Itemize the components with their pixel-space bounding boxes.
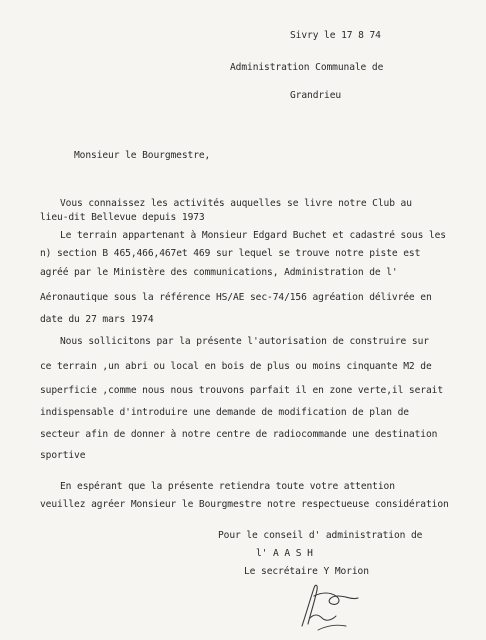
- body-line: n) section B 465,466,467et 469 sur lequel se trouve notre piste est: [40, 248, 421, 259]
- body-line: En espérant que la présente retiendra toute votre attention: [60, 481, 395, 492]
- recipient-line-2: Grandrieu: [290, 90, 342, 101]
- place-date: Sivry le 17 8 74: [290, 30, 381, 41]
- body-line: veuillez agréer Monsieur le Bourgmestre notre respectueuse considération: [40, 499, 449, 510]
- body-line: lieu-dit Bellevue depuis 1973: [40, 212, 205, 223]
- salutation: Monsieur le Bourgmestre,: [74, 150, 211, 161]
- closing-line-2: l' A A S H: [256, 548, 313, 559]
- body-line: secteur afin de donner à notre centre de radiocommande une destination: [40, 429, 438, 440]
- body-line: Vous connaissez les activités auquelles se livre notre Club au: [60, 198, 412, 209]
- body-line: sportive: [40, 450, 86, 461]
- closing-line-3: Le secrétaire Y Morion: [244, 566, 369, 577]
- body-line: Nous sollicitons par la présente l'autorisation de construire sur: [60, 336, 429, 347]
- signature-icon: [296, 574, 366, 634]
- body-line: Aéronautique sous la référence HS/AE sec-74/156 agréation délivrée en: [40, 292, 432, 303]
- body-line: ce terrain ,un abri ou local en bois de plus ou moins cinquante M2 de: [40, 361, 432, 372]
- body-line: agréé par le Ministère des communications, Administration de l': [40, 267, 398, 278]
- recipient-line-1: Administration Communale de: [230, 62, 384, 73]
- body-line: Le terrain appartenant à Monsieur Edgard Buchet et cadastré sous les: [60, 230, 446, 241]
- body-line: indispensable d'introduire une demande de modification de plan de: [40, 407, 409, 418]
- closing-line-1: Pour le conseil d' administration de: [218, 530, 423, 541]
- body-line: superficie ,comme nous nous trouvons parfait il en zone verte,il serait: [40, 385, 443, 396]
- body-line: date du 27 mars 1974: [40, 314, 154, 325]
